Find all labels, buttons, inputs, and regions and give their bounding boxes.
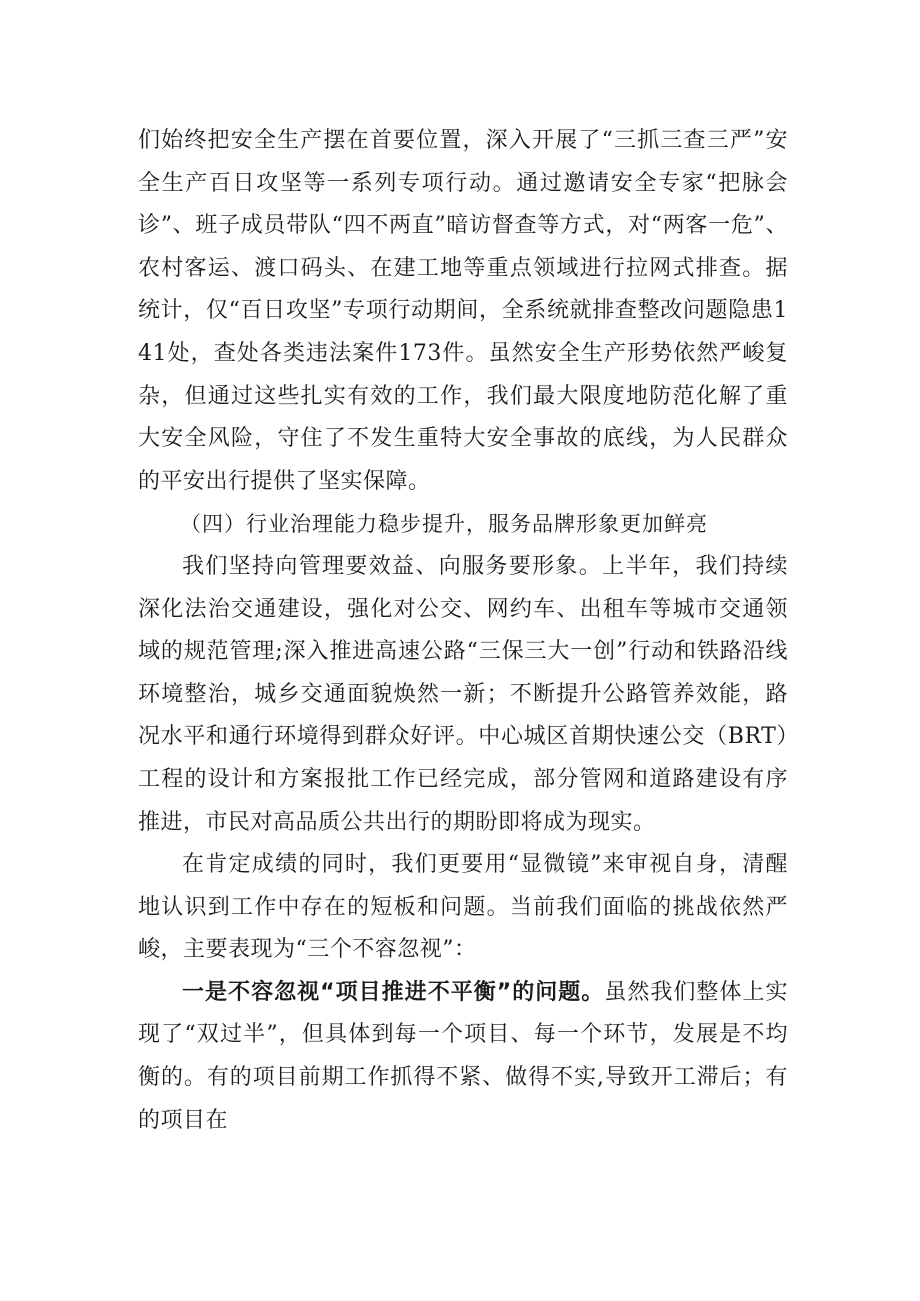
document-body — [138, 120, 788, 1142]
paragraph-problems-intro: 在肯定成绩的同时，我们更要用“显微镜”来审视自身，清醒地认识到工作中存在的短板和问题。当前我们面临的挑战依然严峻，主要表现为“三个不容忽视”： — [138, 852, 788, 963]
paragraph-safety-production: 们始终把安全生产摆在首要位置，深入开展了“三抓三查三严”安全生产百日攻坚等一系列专项行动。通过邀请安全专家“把脉会诊”、班子成员带队“四不两直”暗访督查等方式，对“两客一危”、农村客运、渡口码头、在建工地等重点领域进行拉网式排查。据统计，仅“百日攻坚”专项行动期间，全系统就排查整改问题隐患141处，查处各类违法案件173件。虽然安全生产形势依然严峻复杂，但通过这些扎实有效的工作，我们最大限度地防范化解了重大安全风险，守住了不发生重特大安全事故的底线，为人民群众的平安出行提供了坚实保障。 — [138, 128, 788, 494]
problem-one-lead: 一是不容忽视“项目推进不平衡”的问题。 — [182, 979, 605, 1005]
paragraph-problem-one — [138, 972, 788, 1142]
section-heading-4: （四）行业治理能力稳步提升，服务品牌形象更加鲜亮 — [180, 512, 708, 537]
paragraph-industry-governance: 我们坚持向管理要效益、向服务要形象。上半年，我们持续深化法治交通建设，强化对公交、网约车、出租车等城市交通领域的规范管理;深入推进高速公路“三保三大一创”行动和铁路沿线环境整治，城乡交通面貌焕然一新；不断提升公路管养效能，路况水平和通行环境得到群众好评。中心城区首期快速公交（BRT）工程的设计和方案报批工作已经完成，部分管网和道路建设有序推进，市民对高品质公共出行的期盼即将成为现实。 — [138, 553, 788, 835]
problem-one-text: 虽然我们整体上实现了“双过半”，但具体到每一个项目、每一个环节，发展是不均衡的。有的项目前期工作抓得不紧、做得不实,导致开工滞后；有的项目在 — [138, 979, 788, 1133]
